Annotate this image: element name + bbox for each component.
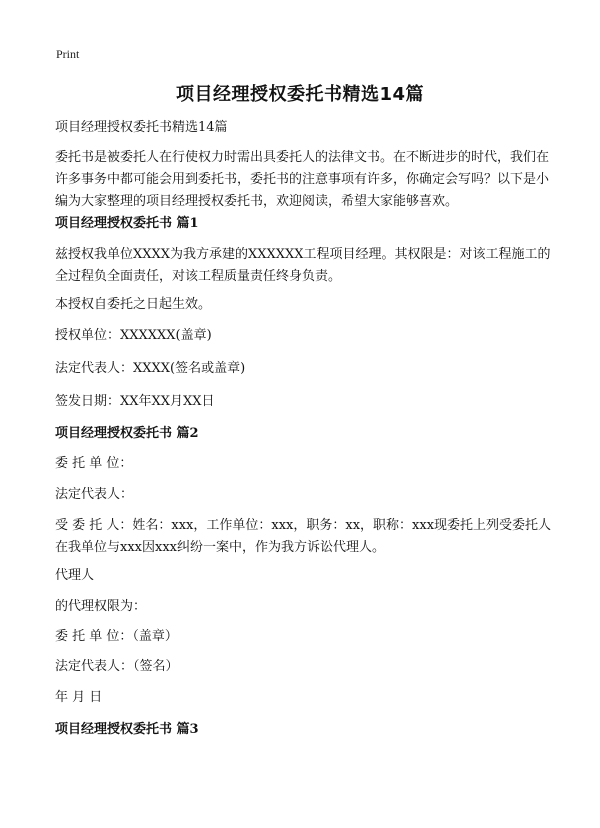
section-3-heading: 项目经理授权委托书 篇3 <box>55 722 199 737</box>
document-subtitle: 项目经理授权委托书精选14篇 <box>55 120 228 135</box>
section-1-paragraph-3: 授权单位：XXXXXX(盖章) <box>55 328 212 343</box>
document-title: 项目经理授权委托书精选14篇 <box>175 84 425 105</box>
section-1-paragraph-2: 本授权自委托之日起生效。 <box>55 297 212 312</box>
intro-paragraph: 委托书是被委托人在行使权力时需出具委托人的法律文书。在不断进步的时代，我们在许多事务中都可能会用到委托书，委托书的注意事项有许多，你确定会写吗？以下是小编为大家整理的项目经理授权委托书，欢迎阅读，希望大家能够喜欢。 <box>55 150 550 209</box>
section-1-paragraph-5: 签发日期：XX年XX月XX日 <box>55 394 215 409</box>
section-1-heading: 项目经理授权委托书 篇1 <box>55 216 199 231</box>
section-1-paragraph-4: 法定代表人：XXXX(签名或盖章) <box>55 361 246 376</box>
section-2-heading: 项目经理授权委托书 篇2 <box>55 426 199 441</box>
section-2-paragraph-8: 年 月 日 <box>55 690 103 705</box>
section-2-paragraph-4: 代理人 <box>55 568 95 583</box>
section-2-paragraph-3: 受 委 托 人：姓名：xxx，工作单位：xxx，职务：xx，职称：xxx现委托上列受委托人在我单位与xxx因xxx纠纷一案中，作为我方诉讼代理人。 <box>55 518 552 555</box>
print-label: Print <box>56 47 80 61</box>
section-2-paragraph-1: 委 托 单 位： <box>55 456 133 471</box>
section-2-paragraph-7: 法定代表人：（签名） <box>55 659 179 674</box>
section-1-paragraph-1: 兹授权我单位XXXX为我方承建的XXXXXX工程项目经理。其权限是：对该工程施工的全过程负全面责任，对该工程质量责任终身负责。 <box>55 247 551 284</box>
section-2-paragraph-6: 委 托 单 位：（盖章） <box>55 629 178 644</box>
section-2-paragraph-5: 的代理权限为： <box>55 599 147 614</box>
section-2-paragraph-2: 法定代表人： <box>55 487 134 502</box>
